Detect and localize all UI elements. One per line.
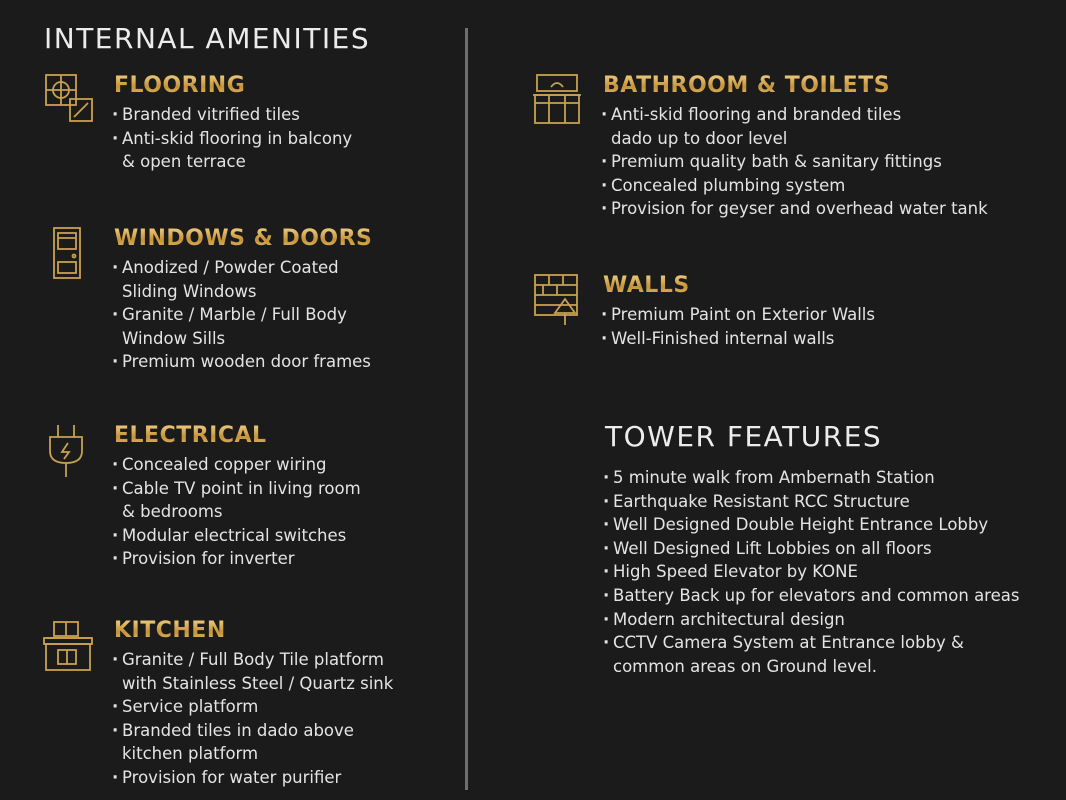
- electrical-list: [112, 453, 361, 571]
- list-item: · Anodized / Powder Coated: [112, 256, 371, 280]
- list-item: · Provision for geyser and overhead water tank: [601, 197, 988, 221]
- list-item: · Service platform: [112, 695, 393, 719]
- vanity-icon: [533, 73, 587, 127]
- walls-list: [601, 303, 875, 350]
- flooring-list: [112, 103, 352, 174]
- walls-title: WALLS: [603, 273, 690, 298]
- list-item: · High Speed Elevator by KONE: [603, 560, 1019, 584]
- list-item: dado up to door level: [611, 128, 788, 148]
- list-item: Sliding Windows: [122, 281, 257, 301]
- list-item: · Provision for water purifier: [112, 766, 393, 790]
- list-item: · Provision for inverter: [112, 547, 361, 571]
- list-item: · Premium Paint on Exterior Walls: [601, 303, 875, 327]
- list-item: common areas on Ground level.: [613, 656, 877, 676]
- tower-features-list: [603, 466, 1019, 678]
- kitchen-counter-icon: [42, 618, 96, 672]
- list-item: · Well-Finished internal walls: [601, 327, 875, 351]
- list-item: · Anti-skid flooring in balcony: [112, 127, 352, 151]
- list-item: · Premium wooden door frames: [112, 350, 371, 374]
- flooring-title: FLOORING: [114, 73, 246, 98]
- list-item: · Branded tiles in dado above: [112, 719, 393, 743]
- list-item: · Earthquake Resistant RCC Structure: [603, 490, 1019, 514]
- list-item: with Stainless Steel / Quartz sink: [122, 673, 394, 693]
- list-item: · CCTV Camera System at Entrance lobby &: [603, 631, 1019, 655]
- list-item: · Branded vitrified tiles: [112, 103, 352, 127]
- list-item: · Granite / Marble / Full Body: [112, 303, 371, 327]
- electrical-title: ELECTRICAL: [114, 423, 267, 448]
- list-item: & bedrooms: [122, 502, 223, 521]
- bathroom-list: [601, 103, 988, 221]
- windows-doors-title: WINDOWS & DOORS: [114, 226, 373, 251]
- list-item: · Anti-skid flooring and branded tiles: [601, 103, 988, 127]
- list-item: · Premium quality bath & sanitary fittings: [601, 150, 988, 174]
- kitchen-list: [112, 648, 393, 789]
- list-item: · 5 minute walk from Ambernath Station: [603, 466, 1019, 490]
- list-item: · Battery Back up for elevators and common areas: [603, 584, 1019, 608]
- list-item: & open terrace: [122, 152, 246, 171]
- kitchen-title: KITCHEN: [114, 618, 226, 643]
- brick-wall-icon: [533, 273, 587, 327]
- tiles-icon: [44, 73, 98, 127]
- windows-doors-list: [112, 256, 371, 374]
- list-item: · Cable TV point in living room: [112, 477, 361, 501]
- tower-features-heading: TOWER FEATURES: [605, 420, 883, 453]
- list-item: Window Sills: [122, 328, 226, 348]
- door-icon: [44, 226, 98, 280]
- list-item: · Granite / Full Body Tile platform: [112, 648, 393, 672]
- list-item: kitchen platform: [122, 744, 259, 763]
- list-item: · Well Designed Lift Lobbies on all floors: [603, 537, 1019, 561]
- internal-amenities-heading: INTERNAL AMENITIES: [44, 22, 371, 55]
- list-item: · Modular electrical switches: [112, 524, 361, 548]
- list-item: · Concealed plumbing system: [601, 174, 988, 198]
- list-item: · Modern architectural design: [603, 608, 1019, 632]
- list-item: · Well Designed Double Height Entrance Lobby: [603, 513, 1019, 537]
- column-divider: [465, 28, 468, 790]
- bathroom-title: BATHROOM & TOILETS: [603, 73, 891, 98]
- list-item: · Concealed copper wiring: [112, 453, 361, 477]
- plug-icon: [44, 423, 98, 477]
